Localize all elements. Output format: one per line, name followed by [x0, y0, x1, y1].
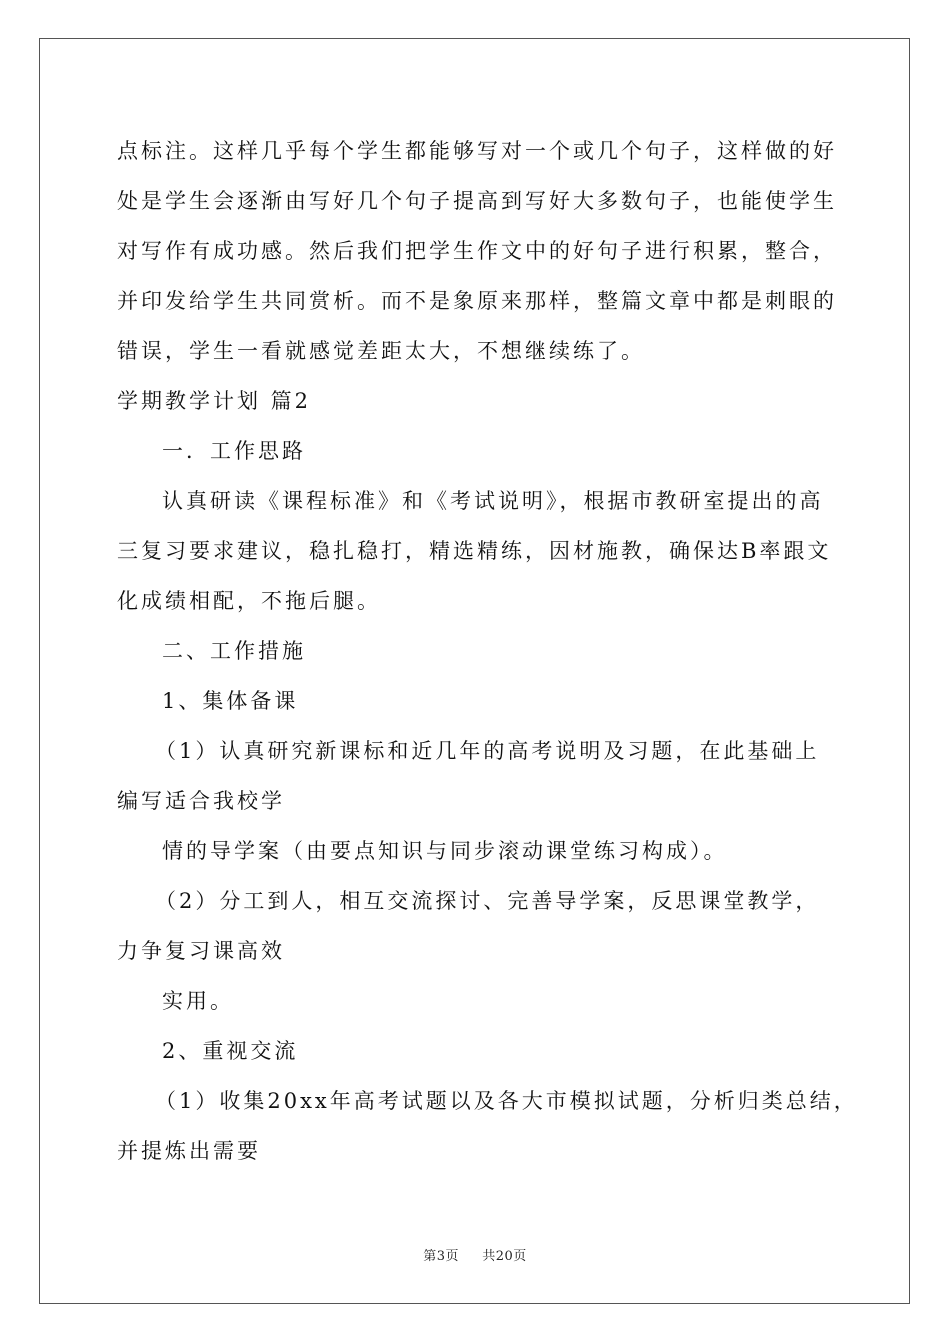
subheading-work-idea: 一．工作思路 [162, 439, 306, 463]
paragraph-line: 点标注。这样几乎每个学生都能够写对一个或几个句子，这样做的好 [117, 139, 837, 163]
paragraph-line: 处是学生会逐渐由写好几个句子提高到写好大多数句子，也能使学生 [117, 189, 837, 213]
subheading-emphasize-exchange: 2、重视交流 [162, 1039, 299, 1063]
paragraph-line: 并提炼出需要 [117, 1139, 261, 1163]
paragraph-line: （1）收集20xx年高考试题以及各大市模拟试题，分析归类总结， [155, 1089, 858, 1113]
paragraph-line: 力争复习课高效 [117, 939, 285, 963]
paragraph-line: （2）分工到人，相互交流探讨、完善导学案，反思课堂教学， [155, 889, 820, 913]
paragraph-line: 对写作有成功感。然后我们把学生作文中的好句子进行积累，整合， [117, 239, 837, 263]
document-body [117, 126, 858, 1176]
paragraph-line: 认真研读《课程标准》和《考试说明》，根据市教研室提出的高 [162, 489, 824, 513]
paragraph-line: 情的导学案（由要点知识与同步滚动课堂练习构成）。 [162, 839, 728, 863]
paragraph-line: 错误，学生一看就感觉差距太大，不想继续练了。 [117, 339, 645, 363]
page-total: 共20页 [482, 1249, 527, 1264]
section-heading: 学期教学计划 篇2 [117, 389, 312, 413]
subheading-work-measures: 二、工作措施 [162, 639, 306, 663]
page-footer [0, 1245, 950, 1264]
paragraph-line: 编写适合我校学 [117, 789, 285, 813]
subheading-collective-lesson-prep: 1、集体备课 [162, 689, 299, 713]
paragraph-line: 实用。 [162, 989, 234, 1013]
paragraph-line: 三复习要求建议，稳扎稳打，精选精练，因材施教，确保达B率跟文 [117, 539, 832, 563]
paragraph-line: 化成绩相配，不拖后腿。 [117, 589, 381, 613]
paragraph-line: 并印发给学生共同赏析。而不是象原来那样，整篇文章中都是刺眼的 [117, 289, 837, 313]
paragraph-line: （1）认真研究新课标和近几年的高考说明及习题，在此基础上 [155, 739, 820, 763]
page-number: 第3页 [423, 1249, 460, 1264]
